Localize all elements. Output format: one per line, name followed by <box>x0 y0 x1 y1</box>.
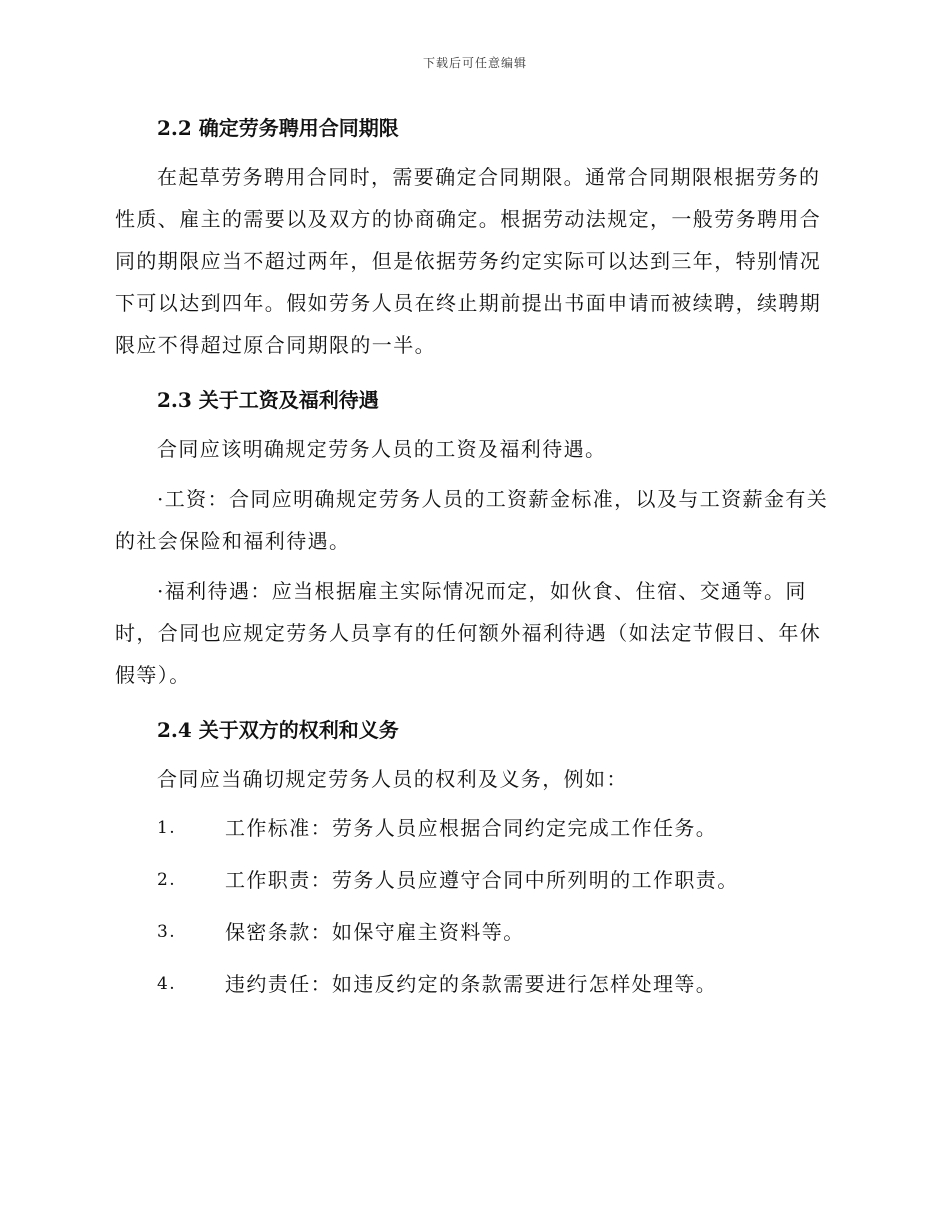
list-text: 违约责任：如违反约定的条款需要进行怎样处理等。 <box>225 972 718 996</box>
list-number: 4. <box>157 974 177 994</box>
list-item <box>115 860 835 912</box>
list-text: 保密条款：如保守雇主资料等。 <box>225 920 525 944</box>
paragraph: 在起草劳务聘用合同时，需要确定合同期限。通常合同期限根据劳务的性质、雇主的需要以及双方的协商确定。根据劳动法规定，一般劳务聘用合同的期限应当不超过两年，但是依据劳务约定实际可以达到三年，特别情况下可以达到四年。假如劳务人员在终止期前提出书面申请而被续聘，续聘期限应不得超过原合同期限的一半。 <box>115 165 822 357</box>
list-text: 工作职责：劳务人员应遵守合同中所列明的工作职责。 <box>225 868 739 892</box>
section-heading: 2.4 关于双方的权利和义务 <box>157 718 399 742</box>
section-2-4 <box>115 710 835 1016</box>
section-2-2 <box>115 108 835 366</box>
bullet-paragraph-salary: ·工资：合同应明确规定劳务人员的工资薪金标准，以及与工资薪金有关的社会保险和福利待遇。 <box>115 487 829 553</box>
list-number: 3. <box>157 922 177 942</box>
section-heading: 2.3 关于工资及福利待遇 <box>157 388 379 412</box>
list-number: 1. <box>157 818 177 838</box>
page-header: 下载后可任意编辑 <box>422 56 527 70</box>
paragraph: 合同应该明确规定劳务人员的工资及福利待遇。 <box>157 437 607 461</box>
document-body <box>115 108 835 1016</box>
list-item <box>115 808 835 860</box>
numbered-list <box>115 808 835 1016</box>
list-number: 2. <box>157 870 177 890</box>
paragraph: 合同应当确切规定劳务人员的权利及义务，例如： <box>157 767 628 791</box>
bullet-paragraph-benefits: ·福利待遇：应当根据雇主实际情况而定，如伙食、住宿、交通等。同时，合同也应规定劳务人员享有的任何额外福利待遇（如法定节假日、年休假等）。 <box>115 579 822 687</box>
section-heading: 2.2 确定劳务聘用合同期限 <box>157 116 399 140</box>
list-item <box>115 912 835 964</box>
list-item <box>115 964 835 1016</box>
section-2-3 <box>115 380 835 696</box>
list-text: 工作标准：劳务人员应根据合同约定完成工作任务。 <box>225 816 718 840</box>
